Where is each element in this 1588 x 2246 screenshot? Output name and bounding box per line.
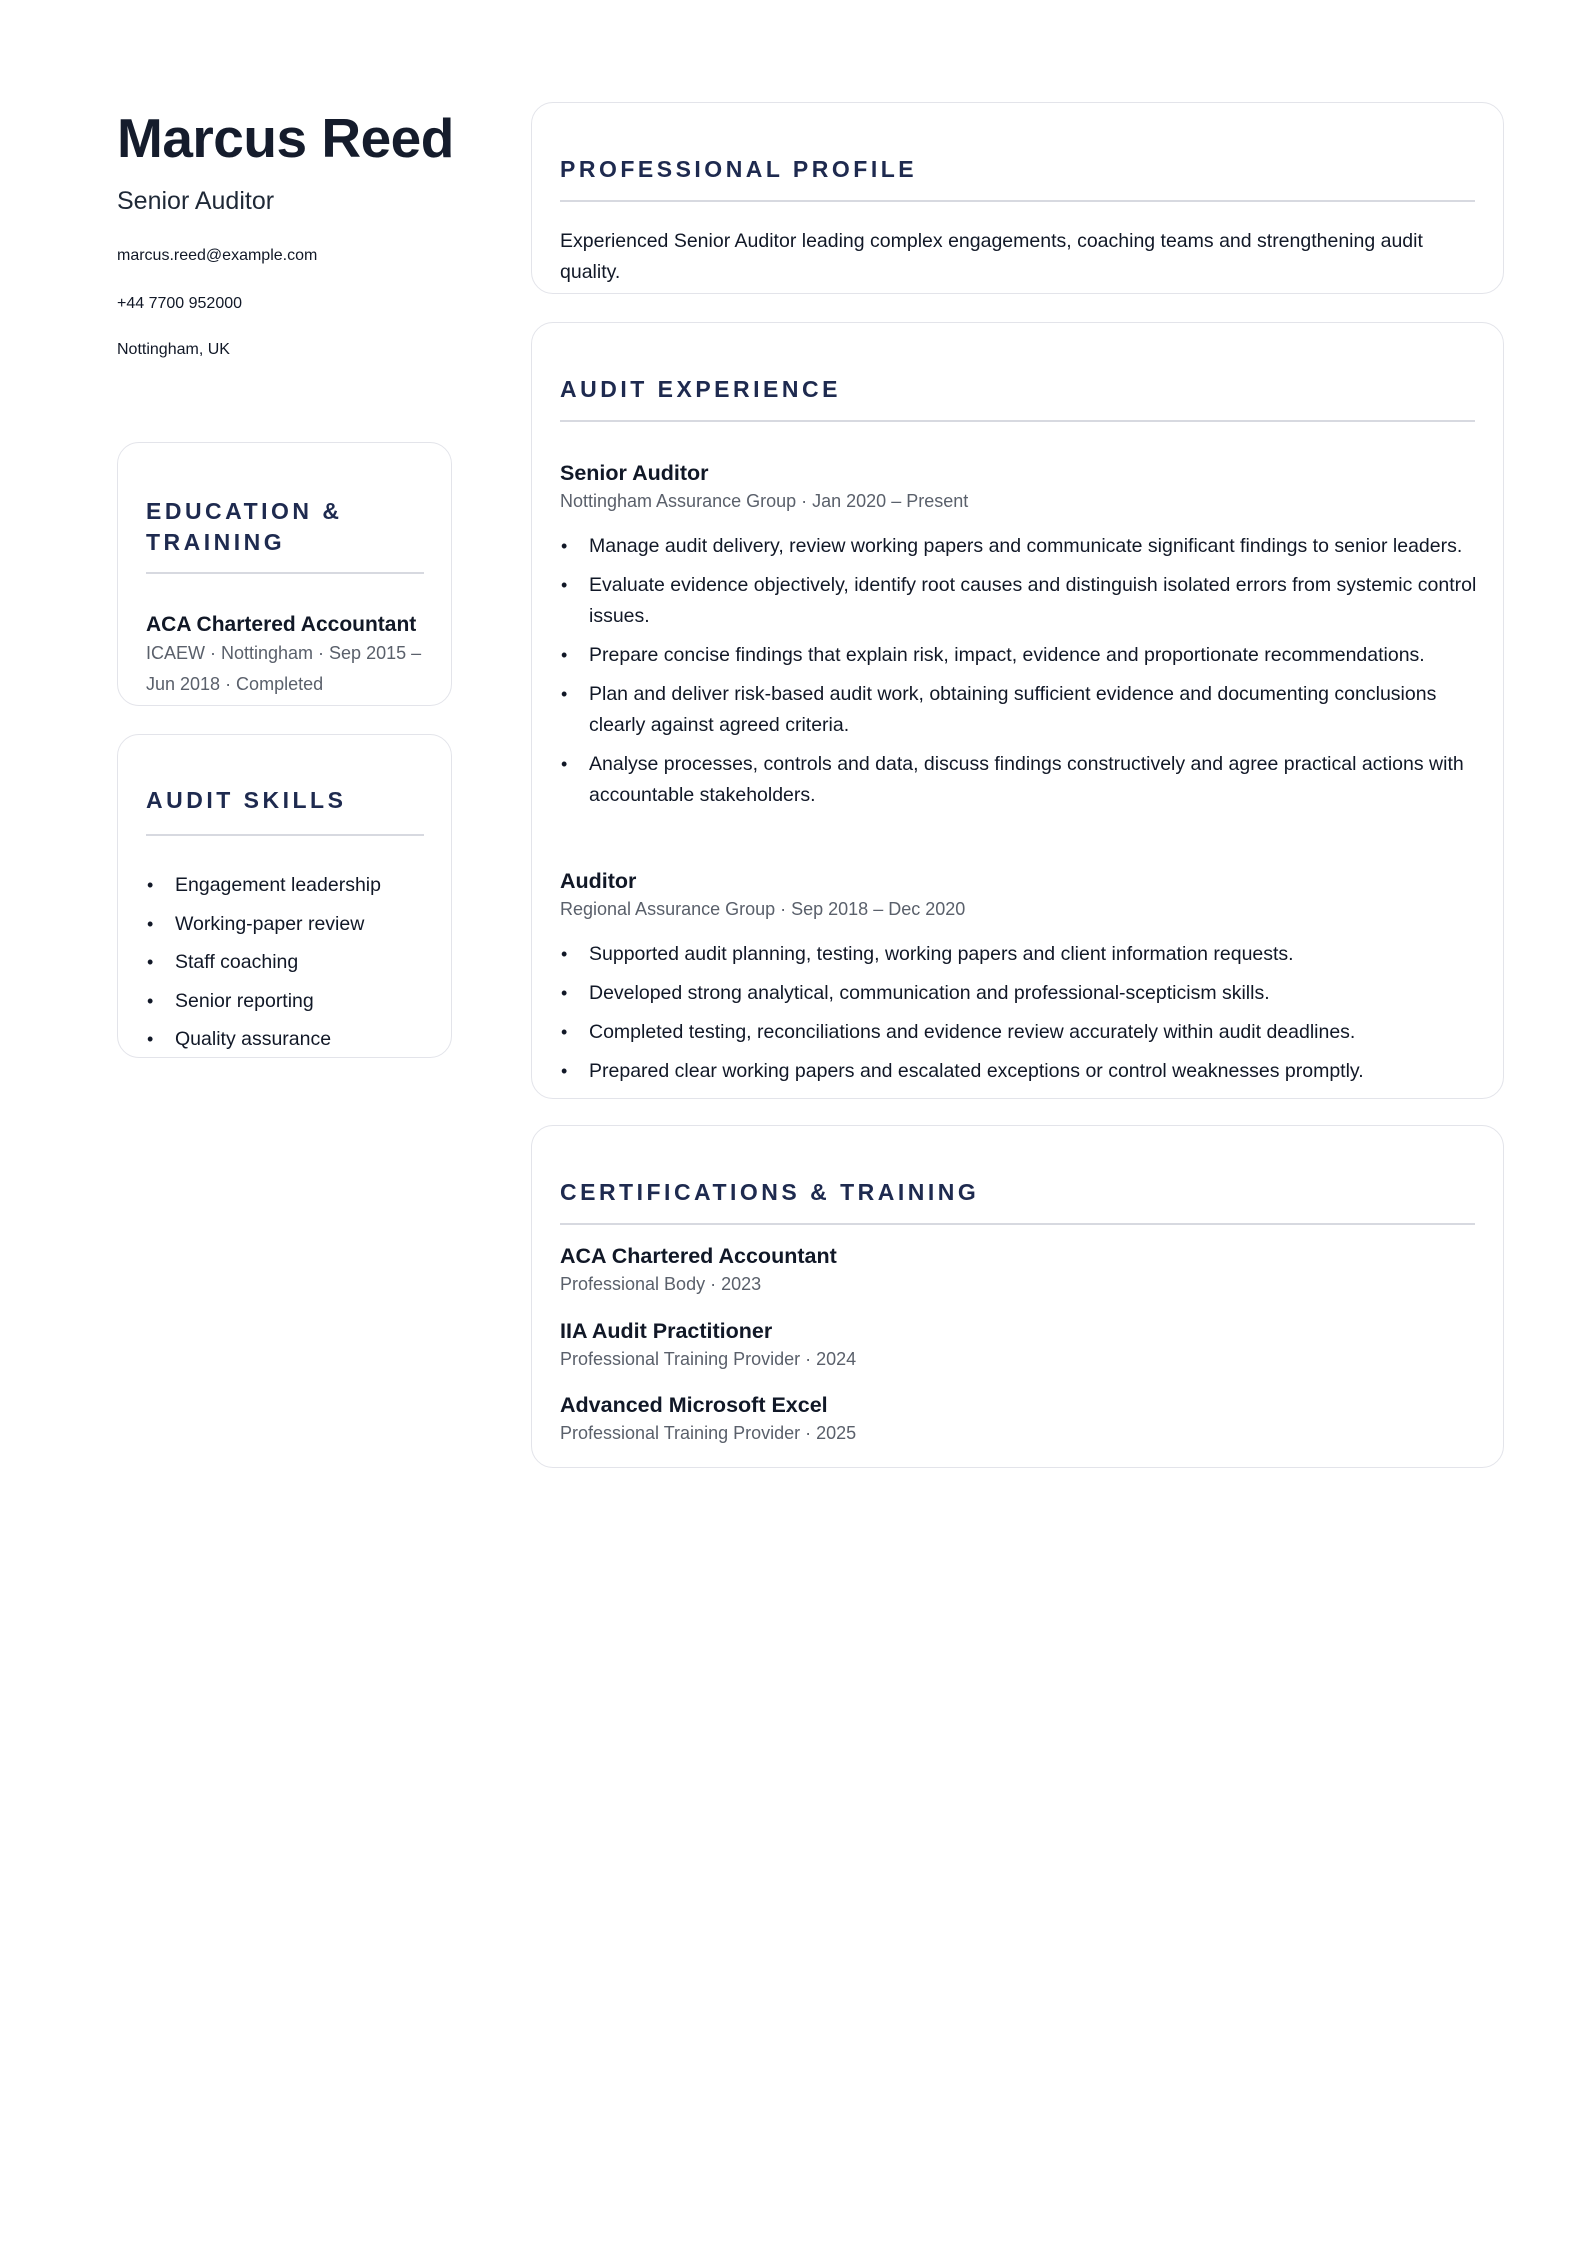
- section-divider: [146, 572, 424, 574]
- job-meta: Nottingham Assurance Group · Jan 2020 – Present: [560, 491, 969, 511]
- cert-meta: Professional Training Provider · 2024: [560, 1349, 857, 1369]
- cert-title: Advanced Microsoft Excel: [560, 1393, 828, 1417]
- bullet-text: Developed strong analytical, communication and professional-scepticism skills.: [589, 982, 1270, 1004]
- profile-summary: Experienced Senior Auditor leading complex engagements, coaching teams and strengthening audit quality.: [560, 230, 1423, 283]
- bullet-icon: •: [147, 913, 154, 934]
- job-bullets: [560, 939, 1480, 1087]
- skill-label: Quality assurance: [175, 1028, 332, 1050]
- bullet-text: Prepare concise findings that explain risk, impact, evidence and proportionate recommendations.: [589, 644, 1425, 666]
- bullet-icon: •: [561, 1061, 568, 1081]
- location-contact: Nottingham, UK: [117, 341, 230, 358]
- list-item: [146, 905, 381, 944]
- list-item: [560, 640, 1480, 671]
- bullet-icon: •: [147, 990, 154, 1011]
- skill-label: Senior reporting: [175, 989, 314, 1012]
- cert-title: ACA Chartered Accountant: [560, 1244, 837, 1268]
- experience-card: [531, 322, 1504, 1099]
- bullet-text: Prepared clear working papers and escalated exceptions or control weaknesses promptly.: [589, 1060, 1364, 1082]
- job-title: Senior Auditor: [560, 461, 709, 485]
- list-item: [146, 943, 381, 982]
- bullet-text: Evaluate evidence objectively, identify root causes and distinguish isolated errors from systemic control issues.: [589, 574, 1477, 627]
- bullet-icon: •: [147, 875, 154, 895]
- list-item: [560, 939, 1480, 970]
- phone-contact: +44 7700 952000: [117, 295, 243, 312]
- list-item: [560, 1017, 1480, 1048]
- certifications-card: [531, 1125, 1504, 1468]
- bullet-icon: •: [561, 684, 568, 704]
- education-card: [117, 442, 452, 706]
- bullet-icon: •: [561, 754, 568, 774]
- list-item: [146, 982, 381, 1021]
- skills-card: [117, 734, 452, 1058]
- education-entry-title: ACA Chartered Accountant: [146, 613, 417, 636]
- bullet-icon: •: [561, 536, 568, 556]
- list-item: [146, 1020, 381, 1059]
- job-entry: [560, 459, 1480, 819]
- bullet-icon: •: [561, 944, 568, 964]
- bullet-text: Completed testing, reconciliations and evidence review accurately within audit deadlines.: [589, 1021, 1356, 1043]
- section-divider: [560, 1223, 1475, 1225]
- list-item: [560, 679, 1480, 741]
- cert-meta: Professional Training Provider · 2025: [560, 1423, 857, 1443]
- list-item: [560, 531, 1480, 562]
- cert-meta: Professional Body · 2023: [560, 1274, 762, 1294]
- skills-heading: AUDIT SKILLS: [146, 787, 347, 813]
- bullet-text: Plan and deliver risk-based audit work, obtaining sufficient evidence and documenting conclusions clearly against agreed criteria.: [589, 683, 1437, 736]
- job-meta: Regional Assurance Group · Sep 2018 – Dec 2020: [560, 899, 966, 919]
- bullet-icon: •: [147, 952, 154, 972]
- experience-heading: AUDIT EXPERIENCE: [560, 376, 841, 402]
- education-entry-meta: ICAEW · Nottingham · Sep 2015 – Jun 2018 · Completed: [146, 643, 422, 694]
- bullet-icon: •: [561, 645, 568, 665]
- bullet-icon: •: [561, 575, 568, 595]
- list-item: [560, 749, 1480, 811]
- skill-label: Staff coaching: [175, 951, 299, 973]
- job-bullets: [560, 531, 1480, 811]
- profile-card: [531, 102, 1504, 294]
- cert-entry: [560, 1242, 1460, 1296]
- skill-label: Engagement leadership: [175, 874, 381, 896]
- bullet-text: Manage audit delivery, review working papers and communicate significant findings to senior leaders.: [589, 535, 1463, 557]
- list-item: [560, 570, 1480, 632]
- skills-list: [146, 866, 381, 1059]
- section-divider: [146, 834, 424, 836]
- list-item: [146, 866, 381, 905]
- education-heading: EDUCATION & TRAINING: [146, 498, 343, 555]
- certifications-heading: CERTIFICATIONS & TRAINING: [560, 1179, 980, 1205]
- profile-heading: PROFESSIONAL PROFILE: [560, 156, 918, 182]
- section-divider: [560, 420, 1475, 422]
- section-divider: [560, 200, 1475, 202]
- bullet-icon: •: [561, 983, 568, 1003]
- bullet-icon: •: [147, 1029, 154, 1049]
- candidate-name: Marcus Reed: [117, 107, 454, 169]
- job-title: Auditor: [560, 869, 637, 893]
- list-item: [560, 1056, 1480, 1087]
- cert-title: IIA Audit Practitioner: [560, 1319, 773, 1343]
- bullet-text: Analyse processes, controls and data, discuss findings constructively and agree practical actions with accountable stakeholders.: [589, 753, 1464, 806]
- cert-entry: [560, 1391, 1460, 1445]
- list-item: [560, 978, 1480, 1009]
- bullet-text: Supported audit planning, testing, working papers and client information requests.: [589, 943, 1294, 965]
- job-entry: [560, 867, 1480, 1095]
- header: [117, 105, 454, 358]
- email-contact: marcus.reed@example.com: [117, 247, 318, 264]
- bullet-icon: •: [561, 1022, 568, 1042]
- skill-label: Working-paper review: [175, 912, 365, 935]
- candidate-role: Senior Auditor: [117, 187, 275, 215]
- cert-entry: [560, 1317, 1460, 1371]
